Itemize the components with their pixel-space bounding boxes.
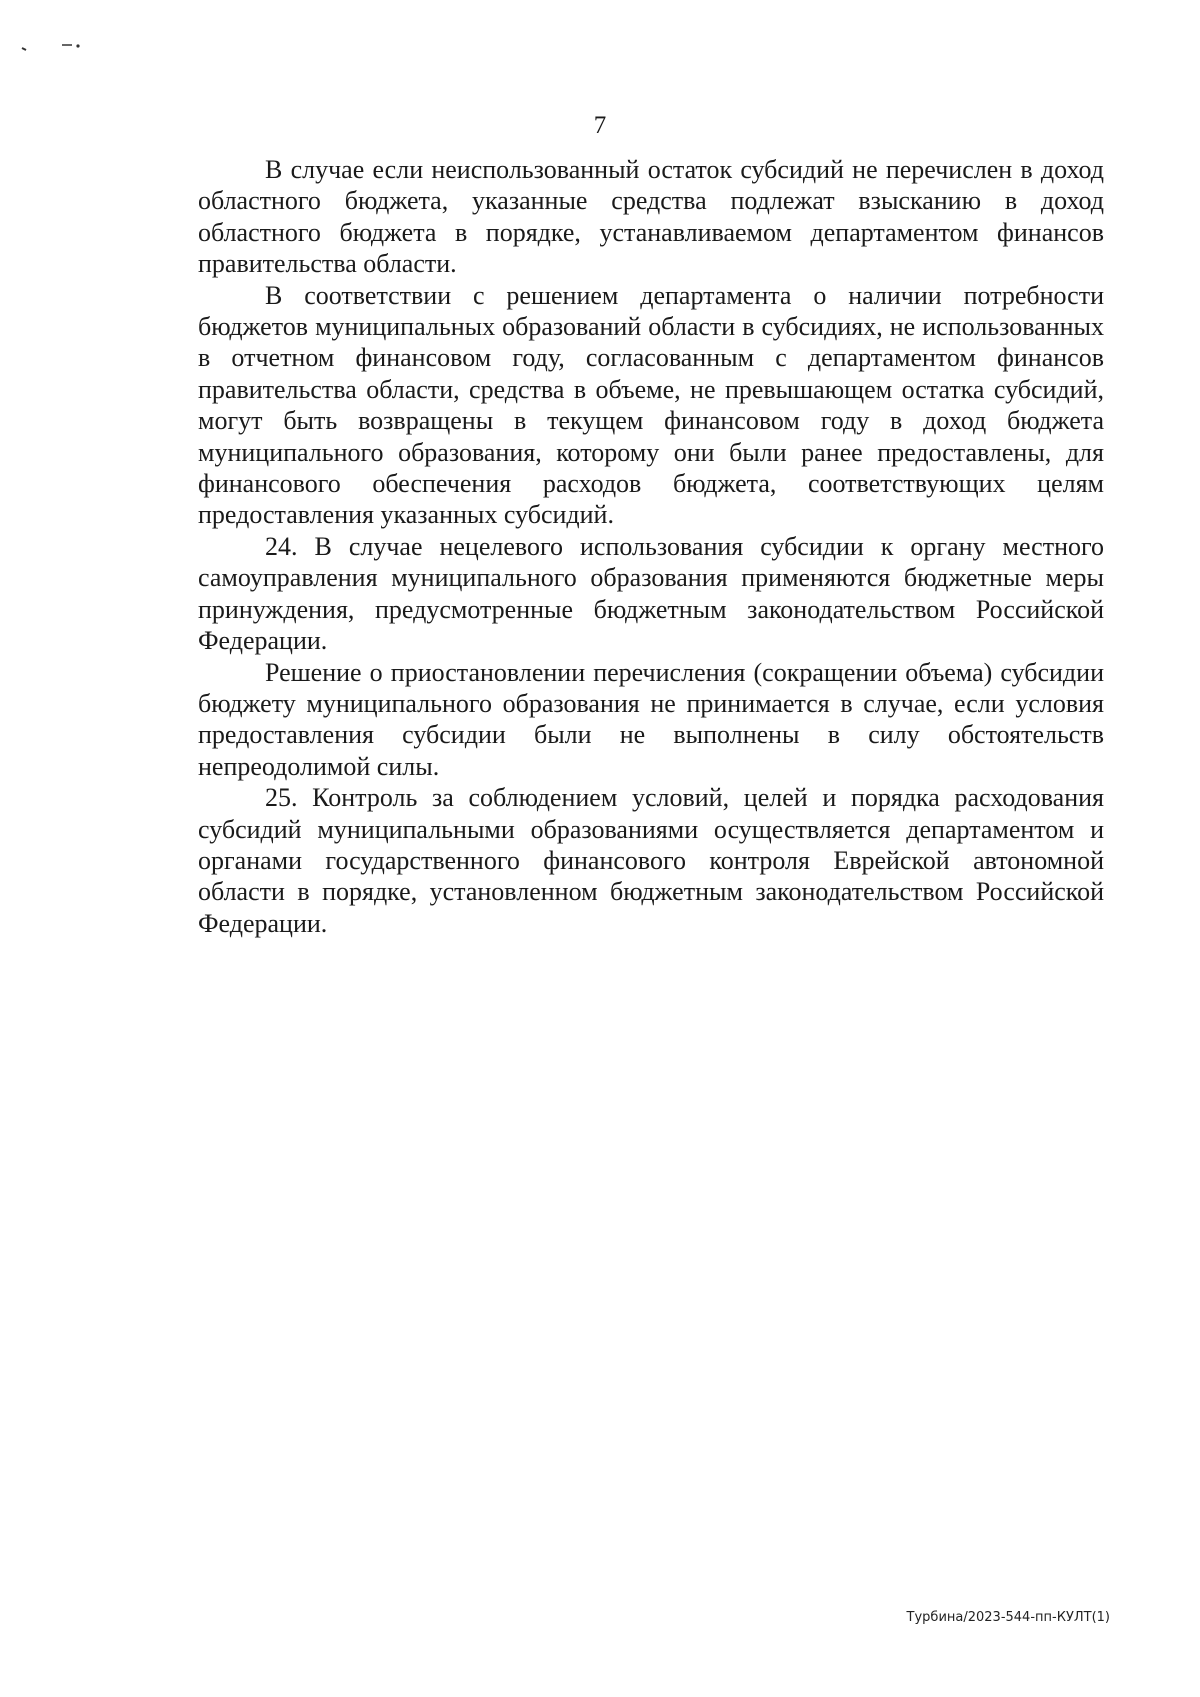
- paragraph-balance-return: В соответствии с решением департамента о наличии потребности бюджетов муниципальных образований области в субсидиях, не использованных в отчетном финансовом году, согласованным с департаментом финансов правительства области, средства в объеме, не превышающем остатка субсидий, могут быть возвращены в текущем финансовом году в доход бюджета муниципального образования, которому они были ранее предоставлены, для финансового обеспечения расходов бюджета, соответствующих целям предоставления указанных субсидий.: [198, 280, 1104, 530]
- scan-artifact-mark: [18, 42, 84, 52]
- document-body: [198, 154, 1104, 939]
- paragraph-24-misuse-measures: 24. В случае нецелевого использования субсидии к органу местного самоуправления муниципального образования применяются бюджетные меры принуждения, предусмотренные бюджетным законодательством Российской Федерации.: [198, 531, 1104, 656]
- document-footer-code: Турбина/2023-544-пп-КУЛТ(1): [906, 1610, 1110, 1625]
- page-number: 7: [593, 112, 607, 139]
- paragraph-unused-balance-recovery: В случае если неиспользованный остаток субсидий не перечислен в доход областного бюджета, указанные средства подлежат взысканию в доход областного бюджета в порядке, устанавливаемом департаментом финансов правительства области.: [198, 155, 1104, 279]
- paragraph-25-control: 25. Контроль за соблюдением условий, целей и порядка расходования субсидий муниципальными образованиями осуществляется департаментом и органами государственного финансового контроля Еврейской автономной области в порядке, установленном бюджетным законодательством Российской Федерации.: [198, 783, 1104, 938]
- paragraph-suspension-decision: Решение о приостановлении перечисления (сокращении объема) субсидии бюджету муниципального образования не принимается в случае, если условия предоставления субсидии были не выполнены в силу обстоятельств непреодолимой силы.: [198, 657, 1104, 781]
